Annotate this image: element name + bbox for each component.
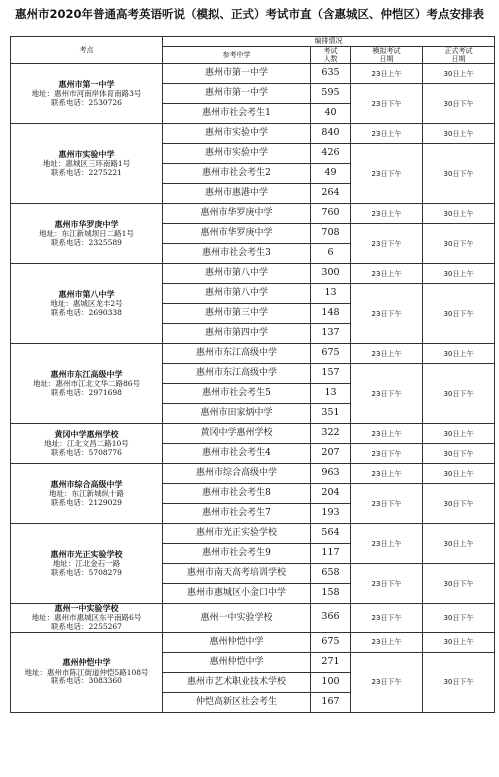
ref-school-cell: 惠州市第一中学 [163, 64, 311, 84]
ref-school-cell: 惠州市田家炳中学 [163, 404, 311, 424]
exam-site-detail: 联系电话：2971698 [51, 387, 122, 397]
mock-date-cell: 23日上午 [351, 524, 423, 564]
formal-date-cell: 30日上午 [423, 204, 495, 224]
table-row [11, 464, 495, 484]
student-count-cell: 595 [311, 84, 351, 104]
exam-site-cell [11, 604, 163, 632]
formal-date-cell: 30日上午 [423, 524, 495, 564]
student-count-cell: 635 [311, 64, 351, 84]
exam-site-name: 惠州市华罗庚中学 [54, 219, 119, 229]
student-count-cell: 137 [311, 324, 351, 344]
student-count-cell: 117 [311, 544, 351, 564]
exam-site-detail: 地址：惠州市惠城区东平南路6号 [31, 613, 142, 623]
student-count-cell: 300 [311, 264, 351, 284]
mock-date-cell: 23日下午 [351, 84, 423, 124]
exam-site-name: 惠州市第八中学 [58, 289, 115, 299]
mock-date-cell: 23日下午 [351, 224, 423, 264]
student-count-cell: 49 [311, 164, 351, 184]
ref-school-cell: 惠州仲恺中学 [163, 632, 311, 652]
ref-school-cell: 惠州市惠港中学 [163, 184, 311, 204]
mock-date-cell: 23日下午 [351, 444, 423, 464]
exam-site-name: 惠州市实验中学 [58, 149, 115, 159]
student-count-cell: 207 [311, 444, 351, 464]
exam-site-detail: 联系电话：2275221 [51, 167, 122, 177]
exam-site-detail: 联系电话：2129029 [51, 497, 122, 507]
formal-date-cell: 30日下午 [423, 652, 495, 712]
exam-site-cell [11, 264, 163, 344]
ref-school-cell: 惠州市南天高考培训学校 [163, 564, 311, 584]
formal-date-cell: 30日上午 [423, 464, 495, 484]
mock-date-cell: 23日上午 [351, 632, 423, 652]
ref-school-cell: 惠州市综合高级中学 [163, 464, 311, 484]
ref-school-cell: 惠州市社会考生8 [163, 484, 311, 504]
student-count-cell: 675 [311, 344, 351, 364]
header-site: 考点 [11, 37, 163, 64]
formal-date-cell: 30日上午 [423, 344, 495, 364]
ref-school-cell: 惠州市实验中学 [163, 144, 311, 164]
table-row [11, 344, 495, 364]
exam-site-detail: 联系电话：2690338 [51, 307, 122, 317]
ref-school-cell: 惠州市第三中学 [163, 304, 311, 324]
exam-site-cell [11, 524, 163, 604]
student-count-cell: 271 [311, 652, 351, 672]
table-row [11, 604, 495, 632]
exam-site-name: 惠州市东江高级中学 [50, 369, 123, 379]
table-header [11, 37, 495, 64]
exam-site-name: 惠州市第一中学 [58, 79, 115, 89]
student-count-cell: 13 [311, 284, 351, 304]
formal-date-cell: 30日下午 [423, 484, 495, 524]
exam-site-cell [11, 424, 163, 464]
formal-date-cell: 30日上午 [423, 64, 495, 84]
mock-date-cell: 23日下午 [351, 284, 423, 344]
exam-site-detail: 地址：惠州市河南岸体育南路3号 [31, 89, 142, 99]
header-ref-school: 参考中学 [163, 47, 311, 64]
exam-site-detail: 地址：东江新城纵十路 [49, 489, 124, 499]
table-row [11, 524, 495, 544]
header-formal-line1: 正式考试 [444, 47, 473, 55]
header-mock-line2: 日期 [379, 55, 394, 64]
ref-school-cell: 惠州市社会考生5 [163, 384, 311, 404]
ref-school-cell: 黄冈中学惠州学校 [163, 424, 311, 444]
ref-school-cell: 惠州市第八中学 [163, 264, 311, 284]
exam-site-detail: 联系电话：2255267 [51, 621, 122, 631]
ref-school-cell: 惠州市第四中学 [163, 324, 311, 344]
exam-site-detail: 地址：东江新城坝日二路1号 [39, 229, 134, 239]
header-count [311, 47, 351, 64]
student-count-cell: 100 [311, 672, 351, 692]
table-body [11, 64, 495, 712]
mock-date-cell: 23日下午 [351, 484, 423, 524]
table-row [11, 64, 495, 84]
ref-school-cell: 仲恺高新区社会考生 [163, 692, 311, 712]
ref-school-cell: 惠州市第一中学 [163, 84, 311, 104]
student-count-cell: 426 [311, 144, 351, 164]
mock-date-cell: 23日上午 [351, 464, 423, 484]
ref-school-cell: 惠州市实验中学 [163, 124, 311, 144]
header-formal-date [423, 47, 495, 64]
student-count-cell: 708 [311, 224, 351, 244]
header-count-line2: 人数 [323, 55, 338, 64]
exam-site-detail: 地址：江北文昌二路10号 [44, 439, 129, 449]
ref-school-cell: 惠州市社会考生7 [163, 504, 311, 524]
ref-school-cell: 惠州市华罗庚中学 [163, 204, 311, 224]
formal-date-cell: 30日下午 [423, 224, 495, 264]
student-count-cell: 204 [311, 484, 351, 504]
header-count-line1: 考试 [323, 47, 338, 55]
table-row [11, 632, 495, 652]
exam-site-cell [11, 124, 163, 204]
exam-site-name: 黄冈中学惠州学校 [54, 429, 119, 439]
mock-date-cell: 23日上午 [351, 424, 423, 444]
exam-site-detail: 地址：惠州市江北文华二路86号 [32, 379, 141, 389]
mock-date-cell: 23日下午 [351, 652, 423, 712]
exam-site-name: 惠州一中实验学校 [54, 604, 119, 614]
ref-school-cell: 惠州市东江高级中学 [163, 344, 311, 364]
student-count-cell: 658 [311, 564, 351, 584]
mock-date-cell: 23日上午 [351, 64, 423, 84]
formal-date-cell: 30日下午 [423, 364, 495, 424]
ref-school-cell: 惠州市社会考生9 [163, 544, 311, 564]
mock-date-cell: 23日下午 [351, 144, 423, 204]
table-row [11, 264, 495, 284]
exam-site-name: 惠州仲恺中学 [62, 658, 111, 668]
formal-date-cell: 30日上午 [423, 424, 495, 444]
ref-school-cell: 惠州市艺术职业技术学校 [163, 672, 311, 692]
ref-school-cell: 惠州市社会考生4 [163, 444, 311, 464]
formal-date-cell: 30日上午 [423, 632, 495, 652]
formal-date-cell: 30日上午 [423, 264, 495, 284]
student-count-cell: 264 [311, 184, 351, 204]
formal-date-cell: 30日下午 [423, 564, 495, 604]
student-count-cell: 760 [311, 204, 351, 224]
student-count-cell: 322 [311, 424, 351, 444]
exam-site-detail: 地址：惠城区龙丰2号 [50, 299, 123, 309]
header-formal-line2: 日期 [451, 55, 466, 64]
formal-date-cell: 30日下午 [423, 444, 495, 464]
exam-site-detail: 联系电话：5708776 [51, 447, 122, 457]
formal-date-cell: 30日下午 [423, 84, 495, 124]
exam-site-detail: 联系电话：2325589 [51, 237, 122, 247]
formal-date-cell: 30日下午 [423, 284, 495, 344]
student-count-cell: 963 [311, 464, 351, 484]
exam-site-detail: 联系电话：3083360 [51, 676, 122, 686]
ref-school-cell: 惠州市社会考生3 [163, 244, 311, 264]
ref-school-cell: 惠州市光正实验学校 [163, 524, 311, 544]
exam-site-detail: 联系电话：2530726 [51, 97, 122, 107]
ref-school-cell: 惠州市华罗庚中学 [163, 224, 311, 244]
exam-site-detail: 地址：江北金石一路 [52, 559, 121, 569]
student-count-cell: 148 [311, 304, 351, 324]
ref-school-cell: 惠州市东江高级中学 [163, 364, 311, 384]
ref-school-cell: 惠州一中实验学校 [163, 604, 311, 632]
exam-site-detail: 地址：惠州市陈江街道仲恺5路108号 [24, 667, 149, 677]
student-count-cell: 564 [311, 524, 351, 544]
student-count-cell: 40 [311, 104, 351, 124]
exam-site-detail: 地址：惠城区三环南路1号 [42, 159, 131, 169]
exam-site-cell [11, 464, 163, 524]
exam-site-cell [11, 64, 163, 124]
student-count-cell: 6 [311, 244, 351, 264]
header-mock-line1: 模拟考试 [372, 47, 401, 55]
student-count-cell: 13 [311, 384, 351, 404]
exam-site-table [10, 36, 495, 713]
ref-school-cell: 惠州市社会考生2 [163, 164, 311, 184]
student-count-cell: 157 [311, 364, 351, 384]
student-count-cell: 351 [311, 404, 351, 424]
student-count-cell: 366 [311, 604, 351, 632]
mock-date-cell: 23日下午 [351, 604, 423, 632]
student-count-cell: 193 [311, 504, 351, 524]
table-row [11, 124, 495, 144]
student-count-cell: 167 [311, 692, 351, 712]
ref-school-cell: 惠州市惠城区小金口中学 [163, 584, 311, 604]
header-mock-date [351, 47, 423, 64]
exam-site-cell [11, 344, 163, 424]
exam-site-name: 惠州市光正实验学校 [50, 549, 123, 559]
ref-school-cell: 惠州市第八中学 [163, 284, 311, 304]
header-group: 编排情况 [163, 37, 495, 47]
formal-date-cell: 30日下午 [423, 604, 495, 632]
mock-date-cell: 23日下午 [351, 364, 423, 424]
exam-site-cell [11, 204, 163, 264]
mock-date-cell: 23日上午 [351, 204, 423, 224]
student-count-cell: 675 [311, 632, 351, 652]
table-row [11, 204, 495, 224]
mock-date-cell: 23日上午 [351, 344, 423, 364]
mock-date-cell: 23日上午 [351, 124, 423, 144]
student-count-cell: 840 [311, 124, 351, 144]
exam-site-name: 惠州市综合高级中学 [50, 479, 123, 489]
ref-school-cell: 惠州仲恺中学 [163, 652, 311, 672]
exam-site-cell [11, 632, 163, 712]
exam-site-detail: 联系电话：5708279 [51, 567, 122, 577]
document-title: 惠州市2020年普通高考英语听说（模拟、正式）考试市直（含惠城区、仲恺区）考点安排表 [14, 7, 484, 21]
mock-date-cell: 23日上午 [351, 264, 423, 284]
ref-school-cell: 惠州市社会考生1 [163, 104, 311, 124]
mock-date-cell: 23日下午 [351, 564, 423, 604]
student-count-cell: 158 [311, 584, 351, 604]
table-row [11, 424, 495, 444]
formal-date-cell: 30日上午 [423, 124, 495, 144]
formal-date-cell: 30日下午 [423, 144, 495, 204]
